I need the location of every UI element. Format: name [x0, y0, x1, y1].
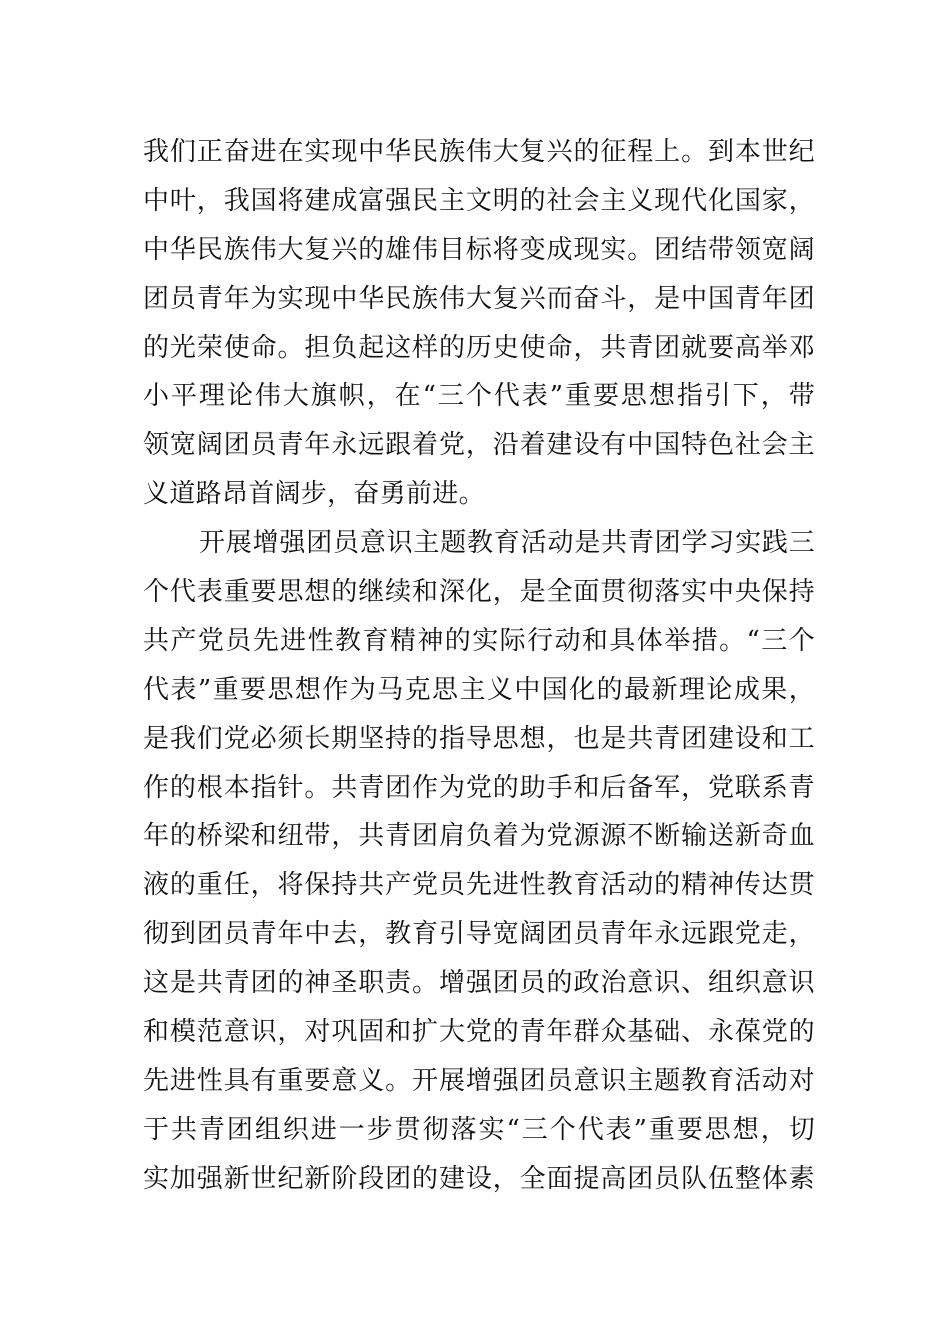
text-line: 作的根本指针。共青团作为党的助手和后备军，党联系青	[143, 772, 815, 803]
paragraph	[143, 519, 815, 1203]
text-line: 个代表重要思想的继续和深化，是全面贯彻落实中央保持	[143, 577, 815, 608]
text-line: 彻到团员青年中去，教育引导宽阔团员青年永远跟党走，	[143, 919, 815, 950]
text-line: 中华民族伟大复兴的雄伟目标将变成现实。团结带领宽阔	[143, 234, 815, 265]
text-line: 年的桥梁和纽带，共青团肩负着为党源源不断输送新奇血	[143, 821, 815, 852]
document-body	[143, 128, 815, 1204]
text-line: 液的重任，将保持共产党员先进性教育活动的精神传达贯	[143, 870, 815, 901]
text-line: 和模范意识，对巩固和扩大党的青年群众基础、永葆党的	[143, 1017, 815, 1048]
text-line: 小平理论伟大旗帜，在“三个代表”重要思想指引下，带	[143, 381, 815, 412]
text-line: 于共青团组织进一步贯彻落实“三个代表”重要思想，切	[143, 1114, 815, 1145]
text-line: 开展增强团员意识主题教育活动是共青团学习实践三	[199, 528, 815, 559]
text-line: 团员青年为实现中华民族伟大复兴而奋斗，是中国青年团	[143, 283, 815, 314]
text-line: 中叶，我国将建成富强民主文明的社会主义现代化国家，	[143, 185, 815, 216]
text-line: 实加强新世纪新阶段团的建设，全面提高团员队伍整体素	[143, 1163, 815, 1194]
paragraph	[143, 128, 815, 519]
text-line: 义道路昂首阔步，奋勇前进。	[143, 479, 485, 510]
text-line: 的光荣使命。担负起这样的历史使命，共青团就要高举邓	[143, 332, 815, 363]
text-line: 共产党员先进性教育精神的实际行动和具体举措。“三个	[143, 625, 815, 656]
text-line: 是我们党必须长期坚持的指导思想，也是共青团建设和工	[143, 723, 815, 754]
text-line: 代表”重要思想作为马克思主义中国化的最新理论成果，	[143, 674, 815, 705]
text-line: 先进性具有重要意义。开展增强团员意识主题教育活动对	[143, 1065, 815, 1096]
text-line: 领宽阔团员青年永远跟着党，沿着建设有中国特色社会主	[143, 430, 815, 461]
text-line: 这是共青团的神圣职责。增强团员的政治意识、组织意识	[143, 968, 815, 999]
text-line: 我们正奋进在实现中华民族伟大复兴的征程上。到本世纪	[143, 137, 815, 167]
